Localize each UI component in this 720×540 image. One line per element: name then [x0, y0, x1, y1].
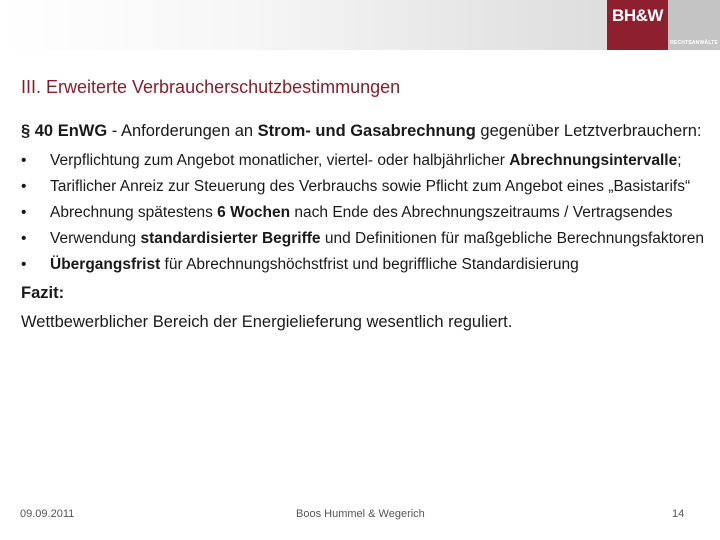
- bullet-icon: •: [21, 204, 27, 221]
- bullet-icon: •: [21, 256, 27, 273]
- logo-text: BH&W: [612, 6, 663, 25]
- bullet-icon: •: [21, 230, 27, 247]
- bullet-text: Tariflicher Anreiz zur Steuerung des Verbrauchs sowie Pflicht zum Angebot eines „Basistarifs“: [50, 178, 691, 195]
- conclusion-label: Fazit:: [21, 284, 65, 302]
- conclusion-text: Wettbewerblicher Bereich der Energielieferung wesentlich reguliert.: [21, 313, 513, 331]
- bullet-icon: •: [21, 178, 27, 195]
- company-logo: [607, 0, 668, 50]
- intro-emphasis: Strom- und Gasabrechnung: [257, 122, 476, 140]
- bullet-text: Verpflichtung zum Angebot monatlicher, viertel- oder halbjährlicher: [50, 152, 510, 169]
- bullet-icon: •: [21, 152, 27, 169]
- footer-firm-name: Boos Hummel & Wegerich: [296, 508, 425, 520]
- footer-date: 09.09.2011: [20, 508, 75, 520]
- intro-text-end: gegenüber Letztverbrauchern:: [475, 122, 702, 140]
- slide-title: III. Erweiterte Verbraucherschutzbestimmungen: [21, 77, 401, 97]
- intro-law-ref: § 40 EnWG: [21, 122, 108, 140]
- logo-subtext: RECHTSANWÄLTE: [670, 40, 718, 46]
- bullet-list: [21, 150, 711, 275]
- list-item: [21, 150, 711, 171]
- intro-text: [21, 119, 711, 144]
- bullet-text: Verwendung: [50, 230, 141, 247]
- bullet-text-end: und Definitionen für maßgebliche Berechnungsfaktoren: [320, 230, 704, 247]
- bullet-emphasis: standardisierter Begriffe: [140, 230, 321, 247]
- bullet-text: Abrechnung spätestens: [50, 204, 218, 221]
- bullet-emphasis: 6 Wochen: [217, 204, 291, 221]
- bullet-emphasis: Übergangsfrist: [50, 256, 161, 273]
- bullet-text-end: für Abrechnungshöchstfrist und begriffliche Standardisierung: [160, 256, 579, 273]
- list-item: [21, 254, 711, 275]
- intro-text-part: - Anforderungen an: [107, 122, 258, 140]
- bullet-emphasis: Abrechnungsintervalle: [509, 152, 678, 169]
- list-item: [21, 202, 711, 223]
- slide-body: [21, 119, 711, 336]
- page-number: 14: [672, 508, 685, 520]
- list-item: [21, 228, 711, 249]
- bullet-text-end: ;: [677, 152, 682, 169]
- bullet-text-end: nach Ende des Abrechnungszeitraums / Vertragsendes: [290, 204, 673, 221]
- logo-side-panel: [668, 0, 720, 50]
- list-item: [21, 176, 711, 197]
